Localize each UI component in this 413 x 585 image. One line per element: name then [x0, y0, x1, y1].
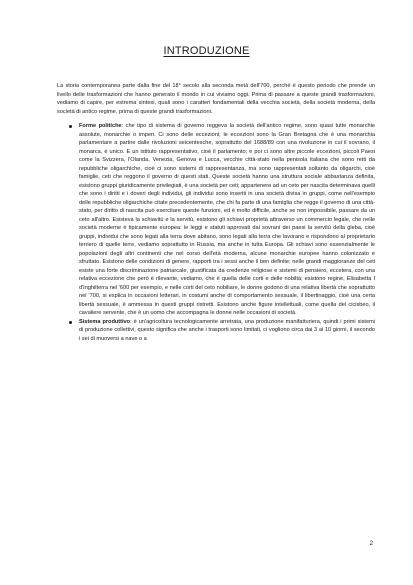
- body-text: [57, 82, 375, 343]
- list-item: [79, 122, 375, 318]
- bullet-term: Sistema produttivo: [79, 318, 131, 325]
- bullet-icon: [69, 125, 72, 128]
- bullet-term: Forme politiche: [79, 123, 122, 129]
- page-number: 2: [369, 541, 373, 547]
- intro-paragraph: La storia contemporanea parte dalla fine del 18° secolo alla seconda metà dell'700, perché è questo periodo che prende un livello delle trasformazioni che hanno generato il mondo in cui viviamo oggi. Prima di passare a queste grandi trasformazioni, vediamo di capire, per estrema sintesi, quali sono i caratteri fondamentali della vecchia società, della società moderna, della società di antico regime, prima di queste grandi trasformazioni.: [57, 83, 375, 115]
- bullet-icon: [69, 321, 72, 324]
- bullet-list: [57, 122, 375, 343]
- bullet-text: : che tipo di sistema di governo reggeva la società dell'antico regime, sono quasi tutte monarchie assolute, monarchie o imperi. Ci sono delle eccezioni; le eccezioni sono la Gran Bretagna che è una monarchia parlamentare a partire dalle rivoluzioni seicentesche, soprattutto del 1688/89 con una rivoluzione in cui il sovrano, il monarca, è unico. E un istituto rappresentativo, cioè il parlamento; e poi ci sono altre piccole eccezioni, piccoli Paesi come la Svizzera, l'Olanda, Venezia, Genova e Lucca, vecchie città-stato nella penisola italiana che sono retti da repubbliche oligarchiche, cioè ci sono sistemi di rappresentanza, ma sono rappresentati soltanto da oligarchi, cioè famiglie, ceti che reggono il governo di questi stati. Queste società hanno una struttura sociale abbastanza definita, esistono gruppi giuridicamente privilegiati, è una società per ceti; appartenere ad un ceto per nascita determinava quelli che sono i diritti e i doveri degli individui, gli individui sono inseriti in una società divisa in gruppi, come nell'esempio delle repubbliche oligarchiche citate precedentemente, che chi fa parte di una famiglia che regge il governo di una città-stato, per diritto di nascita può esercitare queste funzioni, ed è molto difficile, anche se non impossibile, passare da un ceto all'altro. Esisteva la schiavitù e la servitù, esistono gli schiavi proprietà attraverso un commercio legale, che nelle società moderne è tipicamente europea: le leggi e statuti approvati dai sovrani dei paesi la servitù della gleba, cioè gruppi, individui che sono legati alla terra dove abitano, sono legati alla terra che lavorano e rispondono al proprietario terriero di quelle terre, vediamo soprattutto in Russia, ma anche in tutta Europa. Gli schiavi sono essenzialmente le popolazioni degli altri continenti che nel corso dell'età moderna, alcune monarchie europee hanno colonizzato e sfruttato. Esistono delle condizioni di genere, rapporti tra i sessi anche il ben definite; nelle grandi maggioranze del ceti esiste una forte discriminazione patriarcale, giustificata da credenze religiose e sistemi di pensiero, eccetera, con una relativa eccezione che però è rilevante, vediamo, che è quella delle corti e delle nobiltà; esistono regine, Elisabetta I d'Inghilterra nel '600 per esempio, e nelle corti del ceto nobiliare, le donne godono di una relativa libertà che soprattutto nel '700, si esplica in occasioni letterari, in costumi anche di comportamento sessuale, il libertinaggio, cioè una certa libertà sessuale, è ammessa in questi gruppi ristretti. Esistono anche figure intellettuali, come quella del cicisbeo, il cavaliere servente, che è un uomo che accompagna le donne nelle occasioni di società.: [79, 123, 375, 316]
- page-title: INTRODUZIONE: [163, 45, 250, 57]
- list-item: [79, 318, 375, 344]
- bullet-text: : è un'agricoltura tecnologicamente arretrata, una produzione manifatturiera, quindi i primi sistemi di produzione collettivi, questo significa che anche i trasporti sono limitati, ci vogliono circa dai 3 ai 10 giorni, il secondo i sei di muoversi a nave o a: [79, 318, 375, 342]
